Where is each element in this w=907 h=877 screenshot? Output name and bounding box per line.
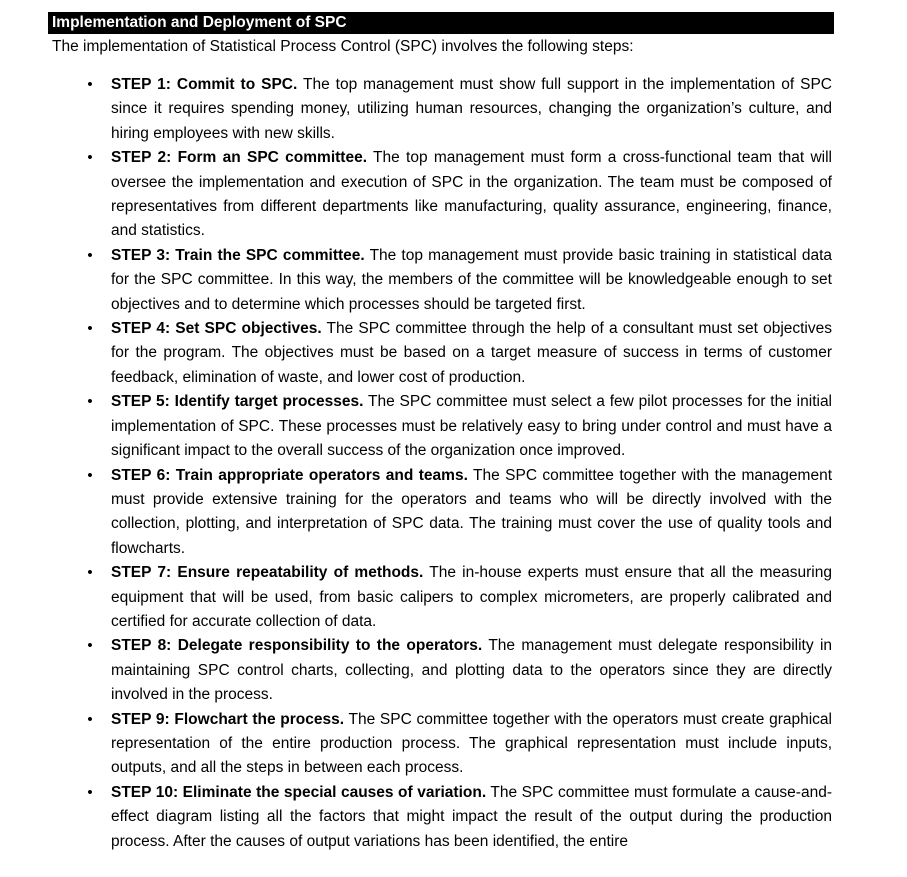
bullet-icon: • [87, 466, 93, 484]
bullet-icon: • [87, 149, 93, 167]
bullet-icon: • [87, 393, 93, 411]
step-item [0, 708, 832, 781]
step-text: The top management must form a cross-functional team that will oversee the implementation and execution of SPC in the organization. The team must be composed of representatives from different departments like manufacturing, quality assurance, engineering, finance, and statistics. [111, 149, 832, 240]
step-text: The SPC committee together with the management must provide extensive training for the operators and teams who will be directly involved with the collection, plotting, and interpretation of SPC data. The training must cover the use of quality tools and flowcharts. [111, 466, 832, 557]
step-text: The in-house experts must ensure that all the measuring equipment that will be used, from basic calipers to complex micrometers, are properly calibrated and certified for accurate collection of data. [111, 564, 832, 630]
step-item [0, 634, 832, 707]
section-heading: Implementation and Deployment of SPC [48, 12, 834, 34]
step-item [0, 73, 832, 146]
bullet-icon: • [87, 783, 93, 801]
step-title: STEP 8: Delegate responsibility to the operators. [111, 637, 483, 655]
step-text: The SPC committee through the help of a consultant must set objectives for the program. The objectives must be based on a target measure of success in terms of customer feedback, elimination of waste, and lower cost of production. [111, 320, 832, 386]
step-title: STEP 6: Train appropriate operators and teams. [111, 466, 468, 484]
bullet-icon: • [87, 246, 93, 264]
step-item [0, 244, 832, 317]
steps-list [0, 73, 907, 854]
bullet-icon: • [87, 320, 93, 338]
step-text: The SPC committee must formulate a cause-and-effect diagram listing all the factors that might impact the result of the output during the production process. After the causes of output variations has been identified, the entire [111, 783, 832, 850]
step-text: The top management must show full support in the implementation of SPC since it requires spending money, utilizing human resources, changing the organization’s culture, and hiring employees with new skills. [111, 76, 832, 142]
step-text: The SPC committee must select a few pilot processes for the initial implementation of SPC. These processes must be relatively easy to bring under control and must have a significant impact to the overall success of the organization once improved. [111, 393, 833, 460]
step-text: The SPC committee together with the operators must create graphical representation of the entire production process. The graphical representation must include inputs, outputs, and all the steps in between each process. [111, 710, 832, 777]
step-text: The management must delegate responsibility in maintaining SPC control charts, collecting, and plotting data to the operators since they are directly involved in the process. [111, 637, 833, 704]
step-title: STEP 7: Ensure repeatability of methods. [111, 564, 424, 582]
intro-paragraph: The implementation of Statistical Process Control (SPC) involves the following steps: [52, 38, 634, 55]
bullet-icon: • [87, 710, 93, 728]
step-title: STEP 1: Commit to SPC. [111, 76, 298, 93]
step-title: STEP 5: Identify target processes. [111, 393, 364, 411]
step-title: STEP 10: Eliminate the special causes of variation. [111, 783, 487, 801]
step-item [0, 561, 832, 634]
step-item [0, 464, 832, 562]
step-item [0, 390, 832, 463]
bullet-icon: • [87, 76, 93, 93]
step-title: STEP 2: Form an SPC committee. [111, 149, 367, 167]
step-title: STEP 4: Set SPC objectives. [111, 320, 322, 338]
step-item [0, 146, 832, 244]
step-text: The top management must provide basic training in statistical data for the SPC committee. In this way, the members of the committee will be knowledgeable enough to set objectives and to determine which processes should be targeted first. [111, 246, 833, 313]
bullet-icon: • [87, 564, 93, 582]
bullet-icon: • [87, 637, 93, 655]
step-item [0, 781, 832, 854]
step-title: STEP 9: Flowchart the process. [111, 710, 345, 728]
step-title: STEP 3: Train the SPC committee. [111, 246, 365, 264]
step-item [0, 317, 832, 390]
